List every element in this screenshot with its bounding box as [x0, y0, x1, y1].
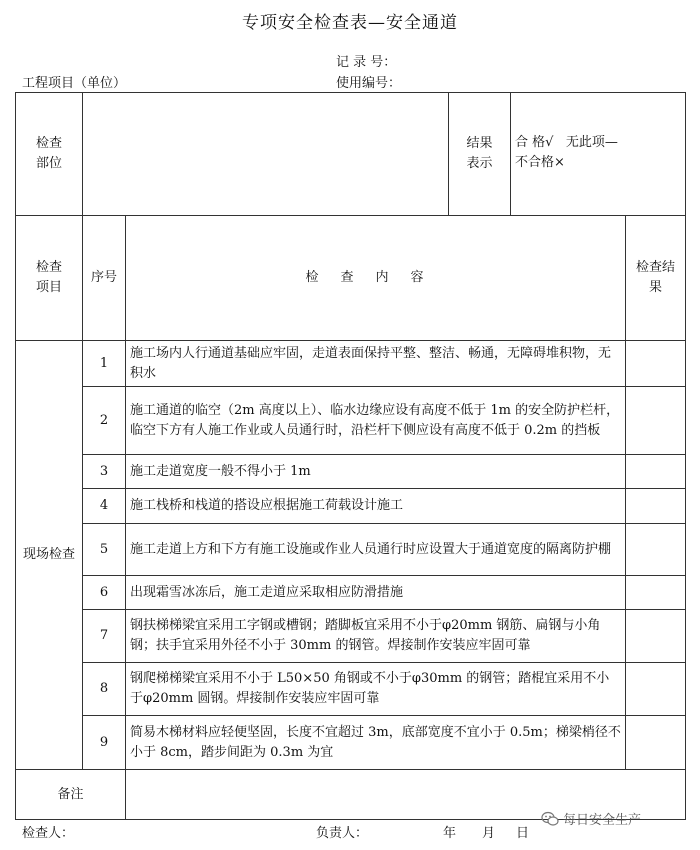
row-result-cell[interactable]	[626, 610, 686, 663]
row-number: 7	[83, 610, 126, 663]
inspection-table	[15, 92, 686, 820]
row-result-cell[interactable]	[626, 576, 686, 610]
row-result-cell[interactable]	[626, 663, 686, 716]
row-number: 8	[83, 663, 126, 716]
remarks-label: 备注	[16, 770, 126, 820]
row-content: 简易木梯材料应轻便坚固，长度不宜超过 3m，底部宽度不宜小于 0.5m；梯梁梢径不小于 8cm，踏步间距为 0.3m 为宜	[126, 716, 626, 770]
row-result-cell[interactable]	[626, 455, 686, 489]
row-content: 施工走道宽度一般不得小于 1m	[126, 455, 626, 489]
legend-line-2: 不合格×	[515, 155, 565, 170]
header-seq: 序号	[83, 216, 126, 341]
inspection-location-value	[83, 93, 449, 216]
row-number: 1	[83, 341, 126, 387]
row-content: 出现霜雪冰冻后，施工走道应采取相应防滑措施	[126, 576, 626, 610]
watermark-text: 每日安全生产	[563, 813, 642, 828]
legend-line-1: 合 格√ 无此项—	[515, 135, 618, 150]
header-content: 检查内容	[126, 216, 626, 341]
header-result: 检查结 果	[626, 216, 686, 341]
inspection-location-label: 检查 部位	[16, 93, 83, 216]
row-content: 钢爬梯梯梁宜采用不小于 L50×50 角钢或不小于φ30mm 的钢管；踏棍宜采用不小于φ20mm 圆钢。焊接制作安装应牢固可靠	[126, 663, 626, 716]
use-number-label: 使用编号：	[336, 76, 402, 91]
wechat-icon	[541, 811, 559, 827]
row-content: 施工栈桥和栈道的搭设应根据施工荷载设计施工	[126, 489, 626, 524]
responsible-label: 负责人：	[316, 826, 369, 841]
row-number: 5	[83, 524, 126, 576]
row-number: 2	[83, 387, 126, 455]
header-item: 检查 项目	[16, 216, 83, 341]
date-year-label: 年	[443, 826, 457, 841]
row-number: 6	[83, 576, 126, 610]
inspector-label: 检查人：	[22, 826, 75, 841]
row-result-cell[interactable]	[626, 387, 686, 455]
section-onsite-check: 现场检查	[16, 341, 83, 770]
date-day-label: 日	[516, 826, 530, 841]
row-number: 3	[83, 455, 126, 489]
row-result-cell[interactable]	[626, 489, 686, 524]
row-number: 9	[83, 716, 126, 770]
row-result-cell[interactable]	[626, 341, 686, 387]
result-legend	[511, 93, 686, 216]
row-content: 施工场内人行通道基础应牢固，走道表面保持平整、整洁、畅通，无障碍堆积物，无积水	[126, 341, 626, 387]
row-result-cell[interactable]	[626, 524, 686, 576]
record-number-label: 记 录 号：	[336, 55, 397, 70]
result-legend-label: 结果 表示	[449, 93, 511, 216]
date-month-label: 月	[482, 826, 496, 841]
row-result-cell[interactable]	[626, 716, 686, 770]
watermark	[541, 809, 641, 828]
row-content: 钢扶梯梯梁宜采用工字钢或槽钢；踏脚板宜采用不小于φ20mm 钢筋、扁钢与小角钢；扶手宜采用外径不小于 30mm 的钢管。焊接制作安装应牢固可靠	[126, 610, 626, 663]
row-content: 施工走道上方和下方有施工设施或作业人员通行时应设置大于通道宽度的隔离防护棚	[126, 524, 626, 576]
row-number: 4	[83, 489, 126, 524]
project-label: 工程项目（单位）	[22, 76, 127, 91]
row-content: 施工通道的临空（2m 高度以上）、临水边缘应设有高度不低于 1m 的安全防护栏杆，临空下方有人施工作业或人员通行时，沿栏杆下侧应设有高度不低于 0.2m 的挡板	[126, 387, 626, 455]
document-title: 专项安全检查表—安全通道	[242, 13, 458, 33]
